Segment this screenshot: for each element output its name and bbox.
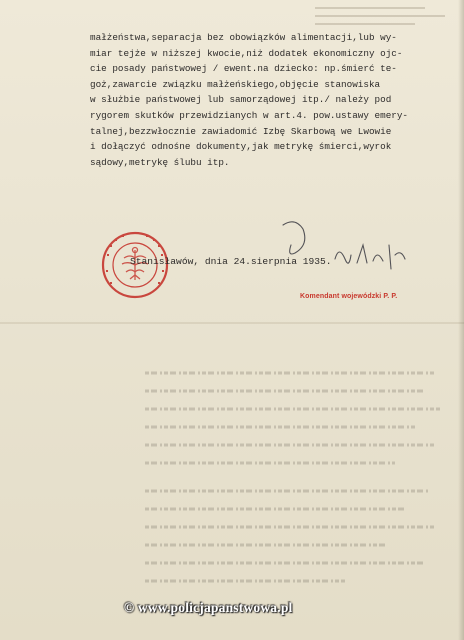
date-line: Stanisławów, dnia 24.sierpnia 1935. — [130, 256, 332, 267]
body-line: rygorem skutków przewidzianych w art.4. pow.ustawy emery- — [90, 109, 409, 121]
body-line: małżeństwa,separacja bez obowiązków alimentacji,lub wy- — [90, 32, 397, 43]
top-right-header-residue — [305, 0, 464, 30]
body-line: i dołączyć odnośne dokumenty,jak metrykę śmierci,wyrok — [90, 141, 392, 153]
body-line: sądowy,metrykę ślubu itp. — [90, 156, 230, 168]
letter-body — [90, 30, 430, 170]
body-line: w służbie państwowej lub samorządowej itp./ należy pod — [90, 94, 392, 106]
body-line: cie posady państwowej / ewent.na dziecko: np.śmierć te- — [90, 63, 397, 75]
signature-caption: Komendant wojewódzki P. P. — [300, 293, 398, 300]
site-watermark: © www.policjapanstwowa.pl — [124, 600, 293, 615]
page-fold — [0, 322, 464, 324]
bleed-through-texture — [145, 365, 445, 595]
handwritten-signature — [265, 215, 415, 280]
body-line: miar tejże w niższej kwocie,niż dodatek ekonomiczny ojc- — [90, 47, 403, 59]
body-line: talnej,bezzwłocznie zawiadomić Izbę Skarbową we Lwowie — [90, 125, 392, 137]
body-line: goż,zawarcie związku małżeńskiego,objęcie stanowiska — [90, 78, 381, 90]
page-edge-shadow — [458, 0, 464, 640]
